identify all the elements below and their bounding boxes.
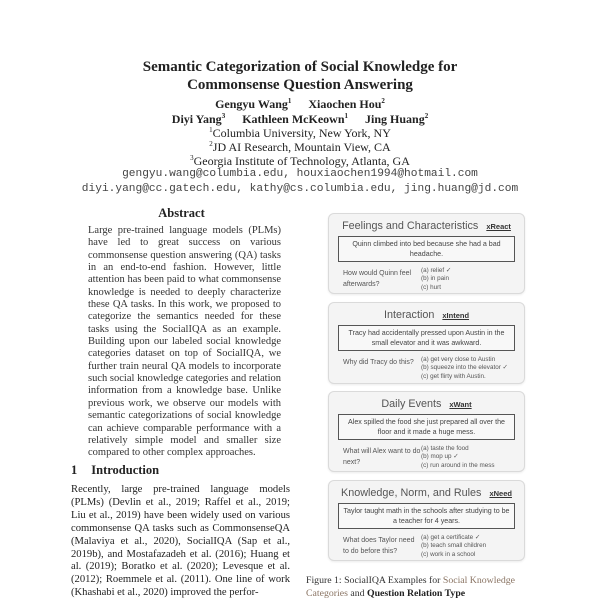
figure-panel-knowledge — [328, 480, 525, 561]
section-heading-introduction — [71, 463, 159, 478]
author: Gengyu Wang$^1$ — [215, 97, 292, 111]
panel-category: Interaction — [383, 309, 435, 321]
affiliation: $^2$JD AI Research, Mountain View, CA — [209, 140, 391, 154]
panel-context: Tracy had accidentally pressed upon Austin in the small elevator and it was awkward. — [338, 325, 515, 351]
figure-panel-daily-events — [328, 391, 525, 472]
affiliations — [0, 126, 600, 168]
author: Xiaochen Hou$^2$ — [308, 97, 385, 111]
panel-relation: xNeed — [489, 489, 512, 498]
panel-relation: xWant — [449, 400, 472, 409]
introduction-body: Recently, large pre-trained language models (PLMs) (Devlin et al., 2019; Raffel et al., 2019; Liu et al., 2019) have been widely used on various commonsense QA tasks such as CommonsenseQA (Malaviya et al., 2020), SocialIQA (Sap et al., 2019b), and Mostafazadeh et al. (2016); Huang et al. (2019); Boratko et al. (2020); Levesque et al. (2012); Roemmele et al. (2011). One line of work (Khashabi et al., 2020) improved the perfor- — [71, 484, 290, 599]
author-list — [0, 97, 600, 127]
paper-title — [0, 58, 600, 94]
figure-panel-interaction — [328, 302, 525, 384]
caption-relation: Question Relation Type — [366, 587, 466, 599]
panel-relation: xIntend — [442, 311, 470, 320]
panel-context: Quinn climbed into bed because she had a bad headache. — [338, 236, 515, 262]
panel-category: Daily Events — [381, 398, 442, 410]
author: Diyi Yang$^3$ — [171, 112, 226, 126]
figure-panel-feelings — [328, 213, 525, 294]
panel-question: Why did Tracy do this? — [343, 359, 414, 366]
abstract-heading: Abstract — [158, 206, 205, 220]
title-line-2: Commonsense Question Answering — [187, 77, 413, 93]
title-line-1: Semantic Categorization of Social Knowledge for — [142, 59, 458, 75]
emails-line-1: gengyu.wang@columbia.edu, houxiaochen1994@hotmail.com — [122, 168, 478, 180]
panel-relation: xReact — [486, 222, 511, 231]
caption-categories: Social Knowledge Categories — [306, 575, 515, 599]
panel-category: Knowledge, Norm, and Rules — [341, 487, 482, 499]
figure-caption: Figure 1: SocialIQA Examples for Social Knowledge Categories and Question Relation Type — [306, 575, 515, 599]
emails-line-2: diyi.yang@cc.gatech.edu, kathy@cs.columbia.edu, jing.huang@jd.com — [81, 182, 519, 195]
panel-options: (a) taste the food (b) mop up ✓ (c) run around in the mess — [421, 445, 495, 469]
panel-question: What does Taylor need to do before this? — [343, 537, 415, 555]
section-title: Introduction — [91, 463, 160, 477]
panel-question: How would Quinn feel afterwards? — [343, 270, 412, 288]
panel-options: (a) relief ✓ (b) in pain (c) hurt — [421, 267, 452, 291]
panel-options: (a) get a certificate ✓ (b) teach small children (c) work in a school — [421, 534, 487, 558]
section-number: 1 — [71, 463, 78, 477]
panel-context: Alex spilled the food she just prepared all over the floor and it made a huge mess. — [338, 414, 515, 440]
affiliation: $^3$Georgia Institute of Technology, Atlanta, GA — [190, 154, 410, 168]
author-emails — [0, 167, 600, 196]
affiliation: $^1$Columbia University, New York, NY — [209, 126, 391, 140]
author: Kathleen McKeown$^1$ — [242, 112, 349, 126]
author: Jing Huang$^2$ — [365, 112, 429, 126]
panel-options: (a) get very close to Austin (b) squeeze into the elevator ✓ (c) get flirty with Austin. — [421, 356, 508, 380]
panel-question: What will Alex want to do next? — [343, 448, 421, 466]
panel-context: Taylor taught math in the schools after studying to be a teacher for 4 years. — [338, 503, 515, 529]
panel-category: Feelings and Characteristics — [342, 220, 479, 232]
abstract-body: Large pre-trained language models (PLMs) have led to great success on various commonsense question answering (QA) tasks in an end-to-end fashion. However, little attention has been paid to what commonsense knowledge is needed to deeply characterize these QA tasks. In this work, we proposed to categorize the semantics needed for these tasks using the SocialIQA as an example. Building upon our labeled social knowledge categories dataset on top of SocialIQA, we further train neural QA models to incorporate such social knowledge categories and relation information from a knowledge base. Unlike previous work, we observe our models with semantic categorizations of social knowledge can achieve comparable performance with a relatively simple model and smaller size compared to other complex approaches. — [88, 225, 281, 459]
